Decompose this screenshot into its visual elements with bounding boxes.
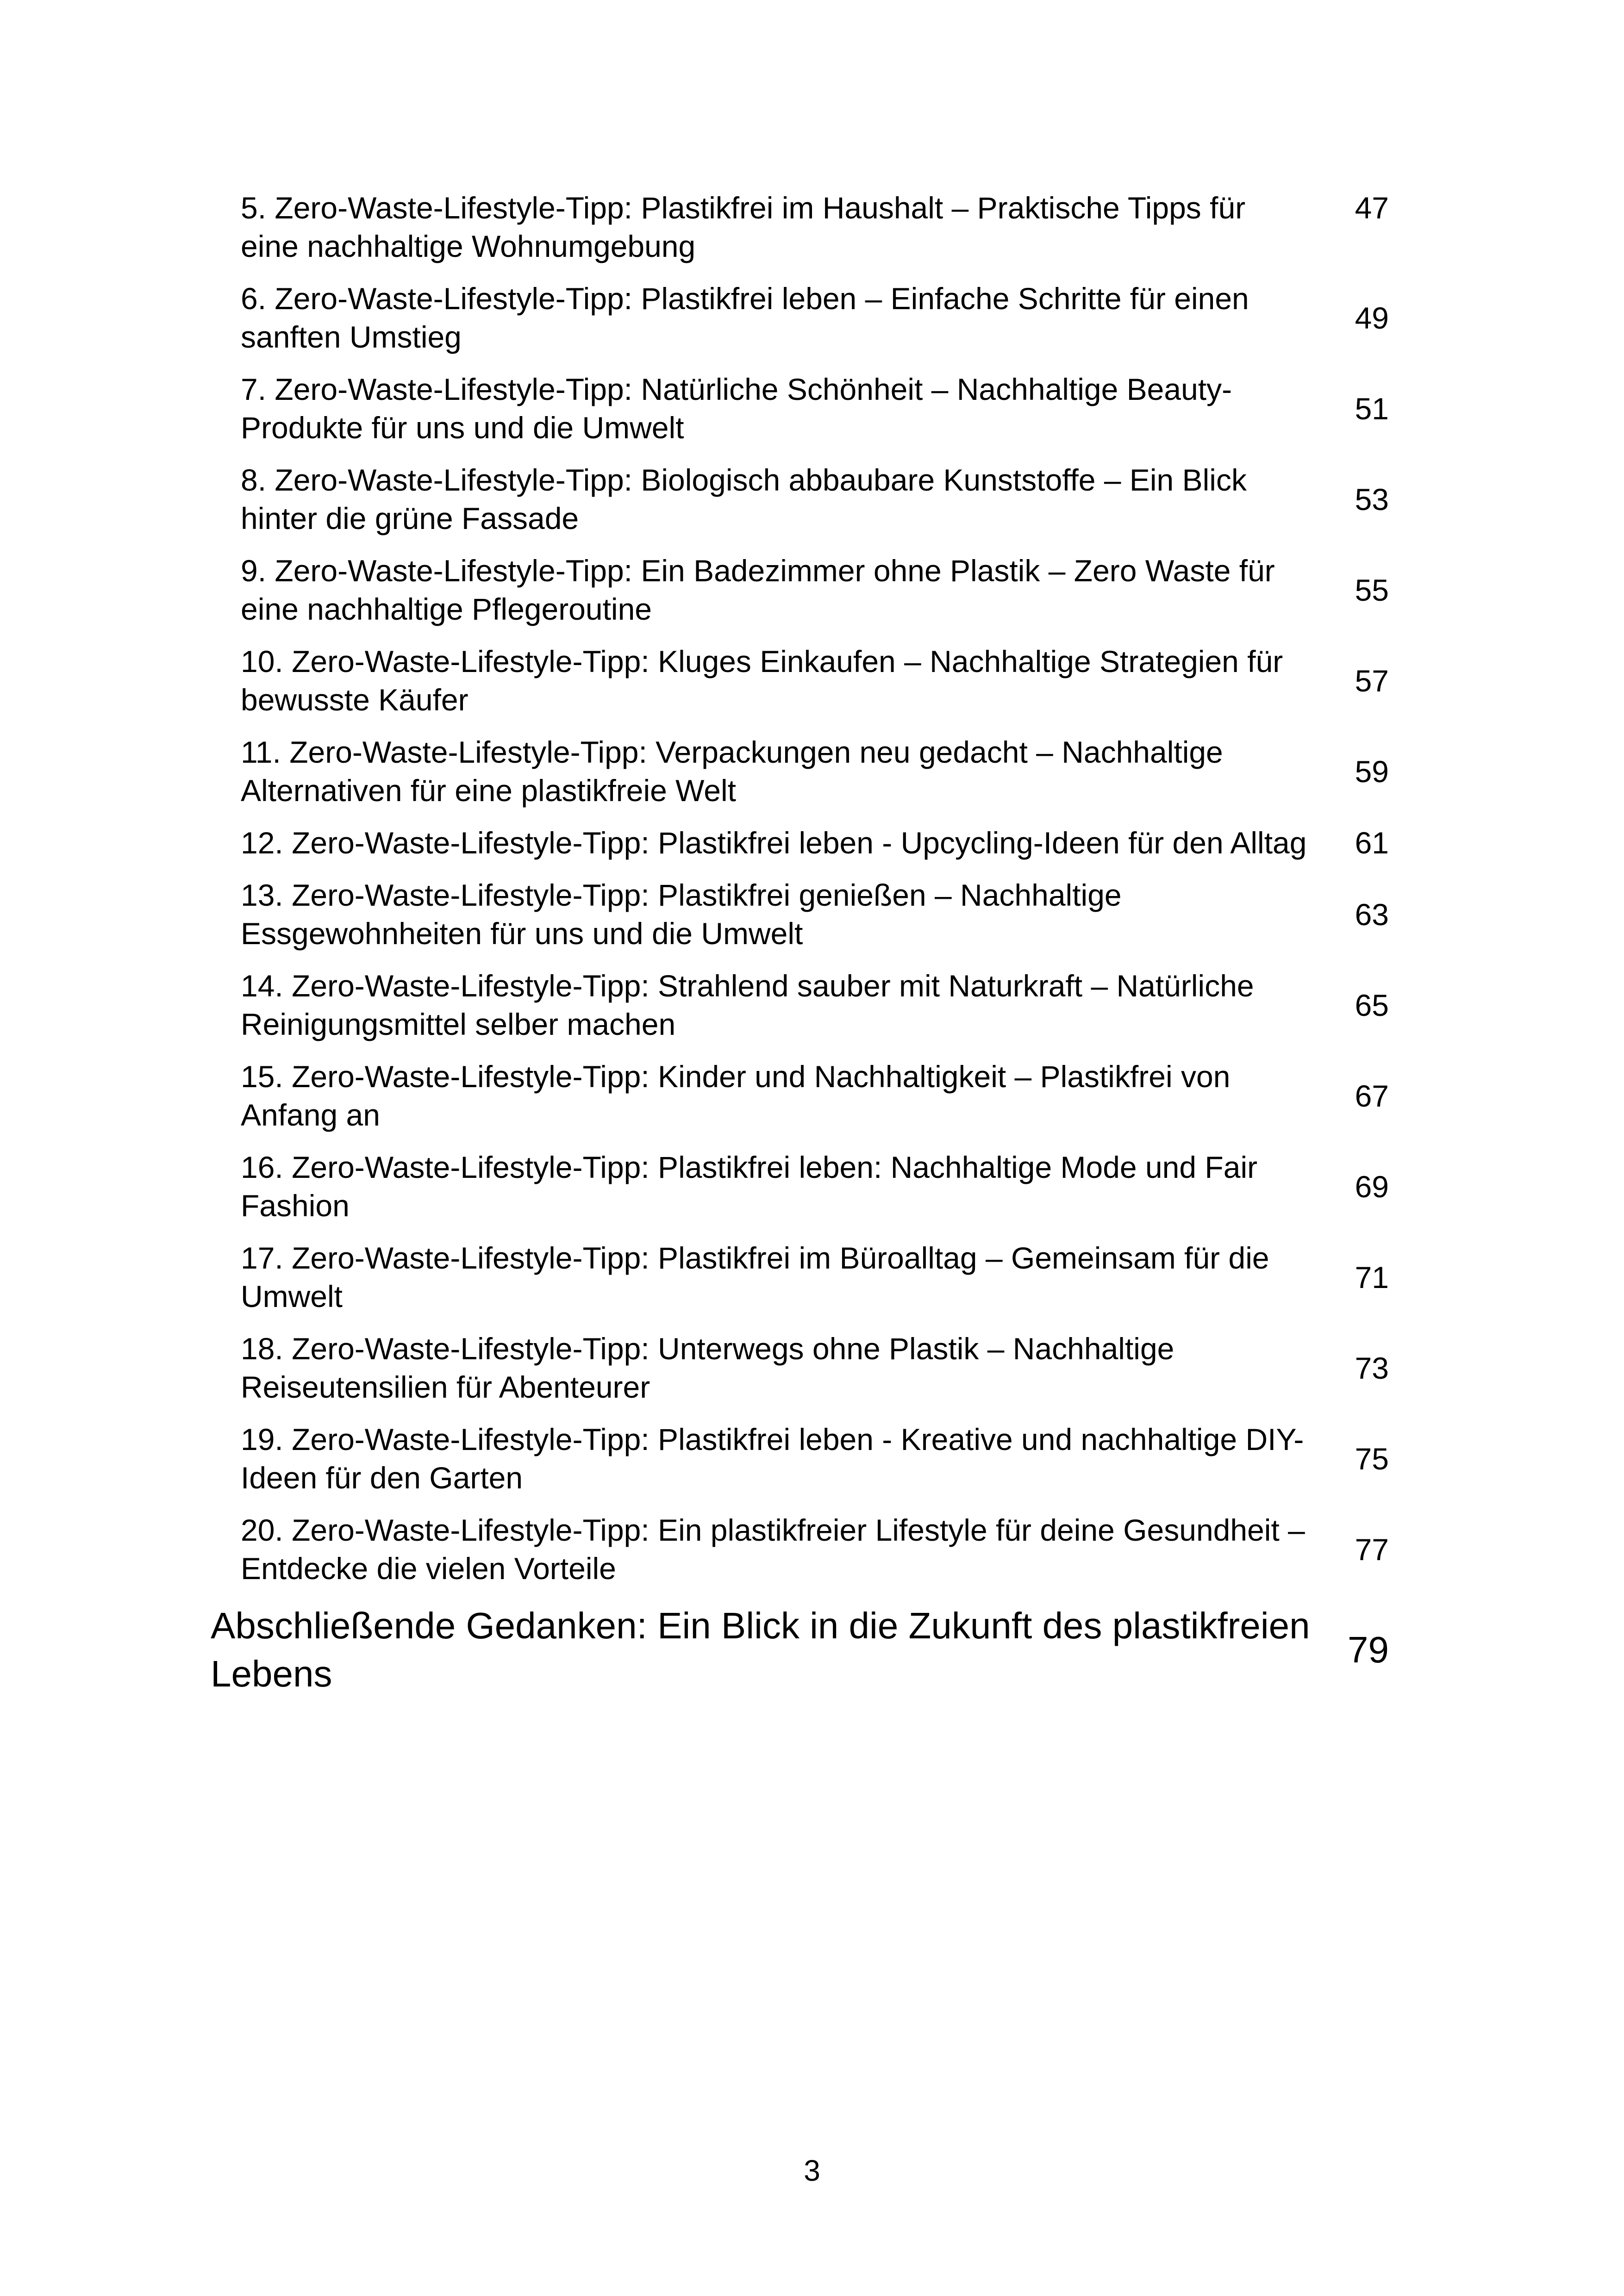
toc-entry-6[interactable] — [241, 280, 1393, 356]
toc-entry-19[interactable] — [241, 1420, 1393, 1497]
toc-entry-17[interactable] — [241, 1239, 1393, 1316]
toc-entry-title: 16. Zero-Waste-Lifestyle-Tipp: Plastikfrei leben: Nachhaltige Mode und Fair Fashion — [241, 1150, 1258, 1223]
toc-entry-14[interactable] — [241, 967, 1393, 1044]
toc-entry-title: 8. Zero-Waste-Lifestyle-Tipp: Biologisch abbaubare Kunststoffe – Ein Blick hinter die grüne Fassade — [241, 463, 1247, 535]
toc-entry-title: 10. Zero-Waste-Lifestyle-Tipp: Kluges Einkaufen – Nachhaltige Strategien für bewusste Käufer — [241, 644, 1283, 717]
toc-entry-page-number: 69 — [1355, 1169, 1389, 1204]
toc-entry-20[interactable] — [241, 1511, 1393, 1588]
page-number: 3 — [804, 2154, 820, 2187]
toc-entry-title: 20. Zero-Waste-Lifestyle-Tipp: Ein plastikfreier Lifestyle für deine Gesundheit – Entdecke die vielen Vorteile — [241, 1513, 1305, 1586]
toc-entry-title: 6. Zero-Waste-Lifestyle-Tipp: Plastikfrei leben – Einfache Schritte für einen sanften Umstieg — [241, 281, 1249, 354]
toc-entry-title: 14. Zero-Waste-Lifestyle-Tipp: Strahlend sauber mit Naturkraft – Natürliche Reinigungsmittel selber machen — [241, 969, 1254, 1041]
toc-entry-18[interactable] — [241, 1330, 1393, 1406]
toc-entry-title: Abschließende Gedanken: Ein Blick in die Zukunft des plastikfreien Lebens — [211, 1605, 1310, 1694]
toc-entry-page-number: 73 — [1355, 1350, 1389, 1385]
toc-entry-closing-thoughts[interactable] — [211, 1602, 1393, 1698]
toc-entry-page-number: 65 — [1355, 988, 1389, 1022]
toc-entry-title: 9. Zero-Waste-Lifestyle-Tipp: Ein Badezimmer ohne Plastik – Zero Waste für eine nachhaltige Pflegeroutine — [241, 554, 1275, 626]
toc-entry-title: 11. Zero-Waste-Lifestyle-Tipp: Verpackungen neu gedacht – Nachhaltige Alternativen für eine plastikfreie Welt — [241, 735, 1223, 808]
toc-entry-page-number: 71 — [1355, 1260, 1389, 1294]
toc-entry-page-number: 67 — [1355, 1078, 1389, 1113]
toc-entry-11[interactable] — [241, 733, 1393, 810]
toc-entry-12[interactable] — [241, 824, 1393, 862]
toc-entry-title: 18. Zero-Waste-Lifestyle-Tipp: Unterwegs ohne Plastik – Nachhaltige Reiseutensilien für Abenteurer — [241, 1332, 1174, 1404]
toc-entry-title: 17. Zero-Waste-Lifestyle-Tipp: Plastikfrei im Büroalltag – Gemeinsam für die Umwelt — [241, 1241, 1269, 1313]
toc-entry-title: 12. Zero-Waste-Lifestyle-Tipp: Plastikfrei leben - Upcycling-Ideen für den Alltag — [241, 826, 1307, 860]
toc-entry-page-number: 75 — [1355, 1441, 1389, 1476]
toc-entry-16[interactable] — [241, 1148, 1393, 1225]
table-of-contents — [211, 189, 1393, 1712]
toc-entry-5[interactable] — [241, 189, 1393, 266]
toc-entry-13[interactable] — [241, 876, 1393, 953]
toc-entry-page-number: 49 — [1355, 300, 1389, 335]
toc-entry-8[interactable] — [241, 461, 1393, 538]
toc-entry-page-number: 77 — [1355, 1532, 1389, 1567]
toc-entry-10[interactable] — [241, 642, 1393, 719]
toc-entry-title: 5. Zero-Waste-Lifestyle-Tipp: Plastikfrei im Haushalt – Praktische Tipps für eine nachhaltige Wohnumgebung — [241, 191, 1246, 263]
toc-entry-page-number: 53 — [1355, 482, 1389, 516]
toc-entry-title: 19. Zero-Waste-Lifestyle-Tipp: Plastikfrei leben - Kreative und nachhaltige DIY-Ideen für den Garten — [241, 1422, 1304, 1495]
toc-entry-page-number: 55 — [1355, 572, 1389, 607]
toc-entry-page-number: 47 — [1355, 191, 1389, 225]
toc-entry-15[interactable] — [241, 1058, 1393, 1134]
toc-entry-9[interactable] — [241, 552, 1393, 628]
toc-entry-title: 13. Zero-Waste-Lifestyle-Tipp: Plastikfrei genießen – Nachhaltige Essgewohnheiten für uns und die Umwelt — [241, 878, 1122, 951]
toc-entry-title: 15. Zero-Waste-Lifestyle-Tipp: Kinder und Nachhaltigkeit – Plastikfrei von Anfang an — [241, 1059, 1230, 1132]
toc-entry-page-number: 59 — [1355, 754, 1389, 789]
toc-entry-page-number: 79 — [1348, 1629, 1389, 1670]
toc-entry-title: 7. Zero-Waste-Lifestyle-Tipp: Natürliche Schönheit – Nachhaltige Beauty-Produkte für uns und die Umwelt — [241, 372, 1232, 445]
toc-entry-page-number: 51 — [1355, 391, 1389, 426]
toc-entry-page-number: 57 — [1355, 663, 1389, 698]
toc-entry-7[interactable] — [241, 370, 1393, 447]
toc-entry-page-number: 61 — [1355, 826, 1389, 860]
toc-entry-page-number: 63 — [1355, 897, 1389, 932]
